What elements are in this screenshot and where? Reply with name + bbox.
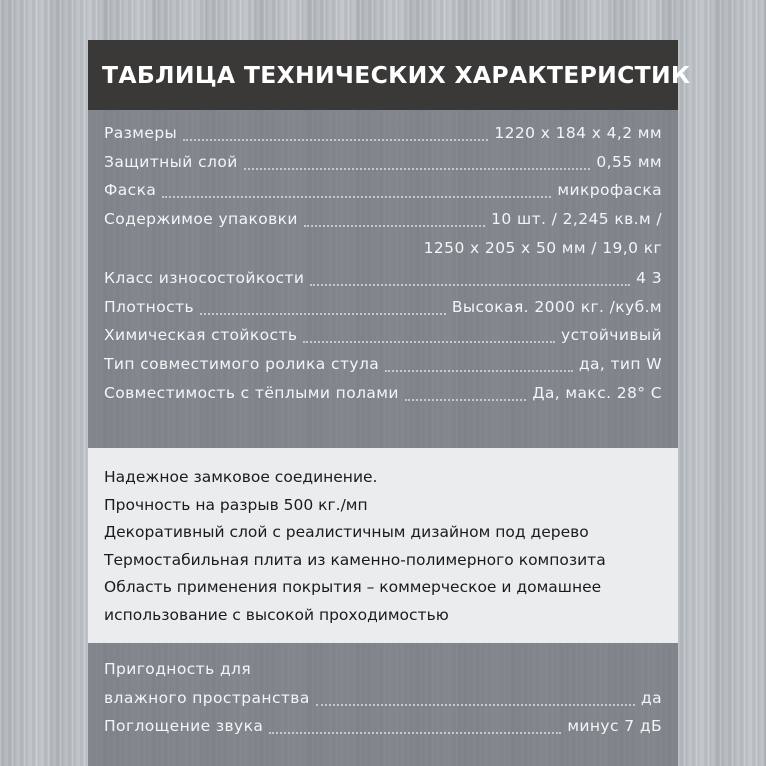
spec-label: Фаска	[104, 181, 157, 200]
header-bar	[88, 40, 691, 110]
feature-item: Прочность на разрыв 500 кг./мп	[104, 495, 368, 514]
spec-card	[88, 40, 691, 766]
spec-value: да, тип W	[578, 355, 662, 374]
spec-row-package-cont	[104, 233, 662, 262]
spec-row-chemical	[104, 321, 662, 350]
spec-label: Тип совместимого ролика стула	[104, 355, 380, 374]
page-title: ТАБЛИЦА ТЕХНИЧЕСКИХ ХАРАКТЕРИСТИК	[102, 61, 691, 89]
spec-label: Поглощение звука	[104, 717, 264, 736]
spec-label: Класс износостойкости	[104, 269, 305, 288]
spec-value: минус 7 дБ	[567, 717, 662, 736]
spec-value: Да, макс. 28° С	[532, 383, 662, 402]
spec-value: 0,55 мм	[596, 152, 662, 171]
spec-row-sound	[104, 712, 662, 741]
feature-item: Область применения покрытия – коммерческое и домашнее	[104, 578, 602, 596]
spec-value: 1250 х 205 х 50 мм / 19,0 кг	[423, 238, 662, 257]
specs-table	[88, 110, 678, 448]
dot-leader	[405, 399, 527, 401]
spec-value: микрофаска	[557, 181, 662, 200]
dot-leader	[303, 341, 555, 343]
spec-row-wear-class	[104, 264, 662, 293]
dot-leader	[200, 313, 446, 315]
feature-item: Декоративный слой с реалистичным дизайном под дерево	[104, 523, 589, 541]
dot-leader	[269, 732, 561, 734]
spec-label: Совместимость с тёплыми полами	[104, 383, 399, 402]
spec-label: Плотность	[104, 297, 194, 316]
spec-row-density	[104, 293, 662, 322]
dot-leader	[310, 284, 630, 286]
spec-label: Пригодность для	[104, 660, 252, 679]
spec-row-size	[104, 119, 662, 148]
spec-row-moisture	[104, 684, 662, 713]
feature-item: использование с высокой проходимостью	[104, 605, 449, 624]
feature-item: Надежное замковое соединение.	[104, 468, 378, 486]
dot-leader	[304, 225, 485, 227]
spec-row-chair-wheel	[104, 350, 662, 379]
spec-label: Размеры	[104, 124, 178, 143]
spec-row-moisture-line1	[104, 655, 662, 684]
spec-value: устойчивый	[561, 326, 662, 345]
spec-value: 1220 х 184 х 4,2 мм	[494, 124, 662, 143]
dot-leader	[183, 139, 488, 141]
dot-leader	[316, 704, 635, 706]
features-list	[88, 448, 678, 643]
spec-label: влажного пространства	[104, 688, 310, 707]
spec-label: Содержимое упаковки	[104, 210, 298, 229]
spec-value: 4 3	[636, 269, 662, 288]
dot-leader	[385, 370, 573, 372]
dot-leader	[244, 168, 591, 170]
spec-row-underfloor-heating	[104, 378, 662, 407]
extra-specs	[88, 643, 678, 766]
spec-row-wear-layer	[104, 148, 662, 177]
dot-leader	[162, 196, 551, 198]
spec-value: Высокая. 2000 кг. /куб.м	[451, 297, 662, 316]
spec-row-bevel	[104, 176, 662, 205]
spec-label: Химическая стойкость	[104, 326, 298, 345]
spec-value: 10 шт. / 2,245 кв.м /	[491, 210, 662, 229]
spec-row-package	[104, 205, 662, 234]
spec-value: да	[640, 688, 662, 707]
spec-label: Защитный слой	[104, 152, 238, 171]
feature-item: Термостабильная плита из каменно-полимерного композита	[104, 550, 606, 569]
